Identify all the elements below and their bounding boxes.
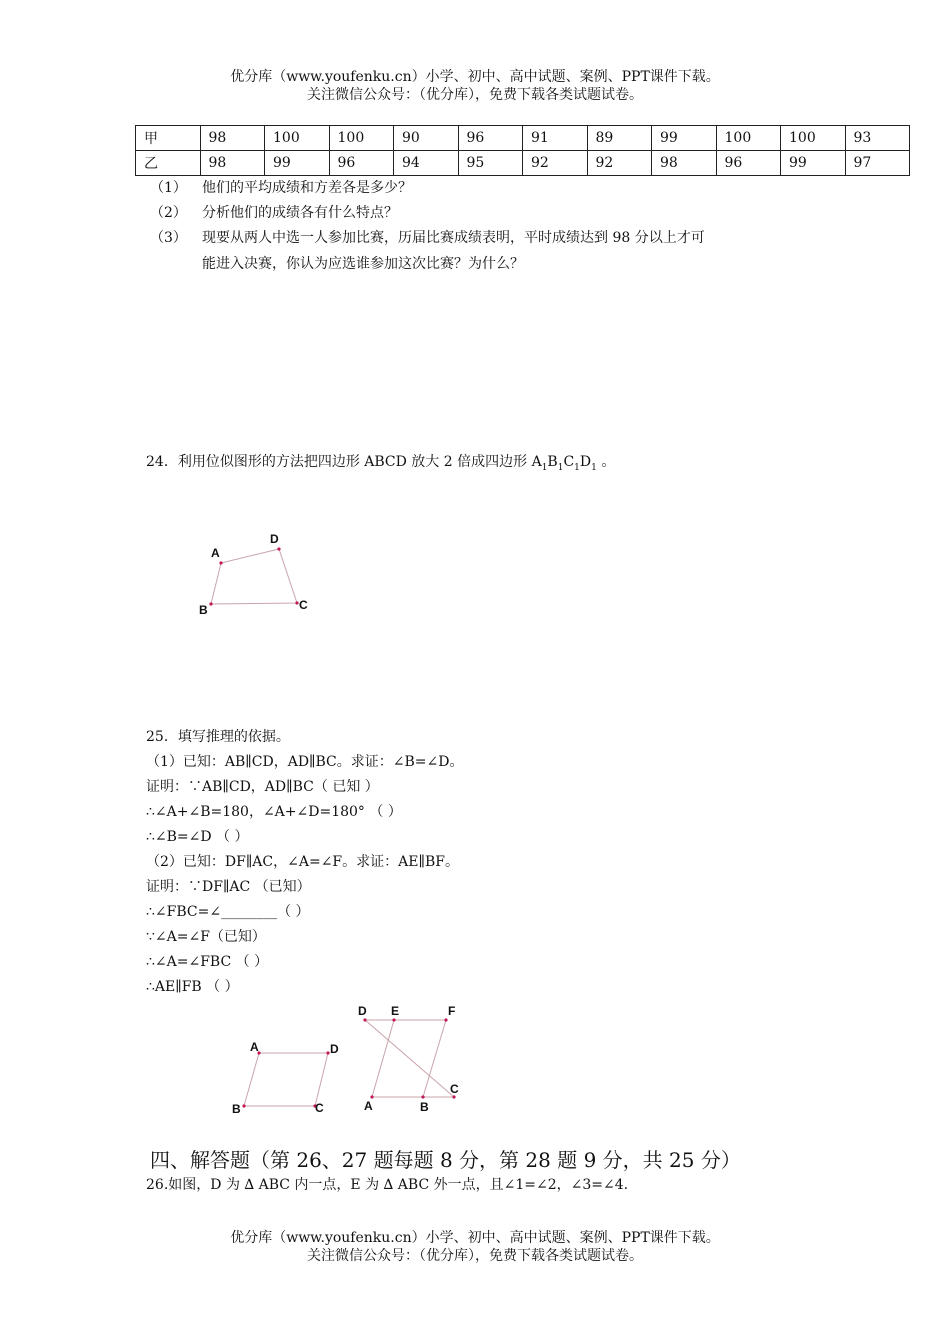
table-cell: 97 [845, 151, 910, 176]
table-cell: 100 [265, 126, 330, 151]
q24-letter: B [547, 454, 558, 470]
table-cell: 99 [781, 151, 846, 176]
label-b: B [232, 1102, 241, 1116]
label-a: A [364, 1099, 373, 1113]
header-line-2: 关注微信公众号：（优分库），免费下载各类试题试卷。 [307, 87, 643, 103]
label-b: B [199, 603, 208, 617]
table-cell: 100 [329, 126, 394, 151]
q25-parallel-lines-figure [358, 1004, 459, 1114]
label-d: D [270, 532, 279, 546]
footer-line-2: 关注微信公众号：（优分库），免费下载各类试题试卷。 [307, 1248, 643, 1264]
section-4-title: 四、解答题（第 26、27 题每题 8 分，第 28 题 9 分，共 25 分） [150, 1148, 741, 1172]
q25-line: ∵∠A=∠F（已知） [146, 929, 266, 945]
q25-line: （2）已知：DF∥AC，∠A=∠F。求证：AE∥BF。 [146, 854, 459, 870]
table-cell: 99 [265, 151, 330, 176]
point-b [242, 1104, 245, 1107]
q24-suffix: 。 [596, 454, 616, 470]
table-cell: 91 [523, 126, 588, 151]
point-d [277, 547, 280, 550]
label-a: A [211, 546, 220, 560]
point-b [209, 602, 212, 605]
table-cell: 98 [200, 151, 265, 176]
q24-quadrilateral-figure [199, 532, 308, 617]
q23-item-3-text-cont: 能进入决赛，你认为应选谁参加这次比赛？为什么？ [202, 256, 524, 272]
q24-letter: D [579, 454, 592, 470]
q25-line: 25．填写推理的依据。 [146, 729, 290, 745]
q25-line: ∴∠FBC=∠________（ ） [146, 904, 310, 920]
table-cell: 96 [716, 151, 781, 176]
q25-line: （1）已知：AB∥CD，AD∥BC。求证：∠B=∠D。 [146, 754, 464, 770]
label-c: C [299, 598, 308, 612]
q24-sub: 1 [574, 462, 580, 473]
label-d: D [358, 1004, 367, 1018]
q23-item-3-text: 现要从两人中选一人参加比赛，历届比赛成绩表明，平时成绩达到 98 分以上才可 [202, 230, 705, 246]
table-cell: 100 [716, 126, 781, 151]
label-b: B [420, 1100, 429, 1114]
label-a: A [250, 1040, 259, 1054]
q23-item-1-number: （1） [150, 180, 187, 196]
table-cell: 95 [458, 151, 523, 176]
segment-ae [372, 1020, 394, 1097]
parallelogram-abcd [244, 1053, 328, 1106]
q24-sub: 1 [591, 462, 597, 473]
table-cell: 乙 [136, 151, 201, 176]
q23-item-2-number: （2） [150, 205, 187, 221]
table-cell: 94 [394, 151, 459, 176]
table-cell: 96 [329, 151, 394, 176]
q25-line: 证明：∵DF∥AC （已知） [146, 879, 311, 895]
label-c: C [450, 1082, 459, 1096]
label-c: C [315, 1101, 324, 1115]
q24-sub: 1 [557, 462, 564, 473]
q23-item-2-text: 分析他们的成绩各有什么特点？ [202, 205, 398, 221]
segment-bf [423, 1020, 446, 1097]
label-d: D [330, 1042, 339, 1056]
q23-item-3-number: （3） [150, 230, 187, 246]
table-cell: 96 [458, 126, 523, 151]
point-a [219, 561, 222, 564]
point-b [421, 1095, 424, 1098]
table-cell: 100 [781, 126, 846, 151]
point-d [363, 1018, 366, 1021]
q25-line: ∴∠B=∠D （ ） [146, 829, 249, 845]
label-f: F [448, 1004, 456, 1018]
quadrilateral-abcd [211, 549, 297, 604]
q24-letter: C [563, 454, 575, 470]
q25-line: ∴AE∥FB （ ） [146, 979, 239, 995]
table-cell: 甲 [136, 126, 201, 151]
footer-line-1: 优分库（www.youfenku.cn）小学、初中、高中试题、案例、PPT课件下载。 [230, 1230, 720, 1246]
table-cell: 89 [587, 126, 652, 151]
q25-line: ∴∠A=∠FBC （ ） [146, 954, 269, 970]
table-cell: 98 [652, 151, 717, 176]
table-cell: 98 [200, 126, 265, 151]
q24-prefix: 24．利用位似图形的方法把四边形 ABCD 放大 2 倍成四边形 A [146, 454, 542, 470]
q24-sub: 1 [541, 462, 548, 473]
q25-line: 证明：∵AB∥CD，AD∥BC（ 已知 ） [146, 779, 379, 795]
table-cell: 92 [587, 151, 652, 176]
table-cell: 93 [845, 126, 910, 151]
q25-parallelogram-figure [232, 1040, 339, 1116]
table-cell: 99 [652, 126, 717, 151]
point-e [392, 1018, 395, 1021]
table-cell: 92 [523, 151, 588, 176]
header-line-1: 优分库（www.youfenku.cn）小学、初中、高中试题、案例、PPT课件下载。 [230, 69, 720, 85]
q25-line: ∴∠A+∠B=180，∠A+∠D=180° （ ） [146, 804, 402, 820]
segment-dc [365, 1020, 454, 1097]
point-f [444, 1018, 447, 1021]
q23-item-1-text: 他们的平均成绩和方差各是多少？ [202, 180, 412, 196]
q26-text: 26.如图，D 为 ∆ ABC 内一点，E 为 ∆ ABC 外一点，且∠1=∠2，∠3=∠4. [146, 1177, 629, 1193]
table-cell: 90 [394, 126, 459, 151]
label-e: E [391, 1004, 400, 1018]
